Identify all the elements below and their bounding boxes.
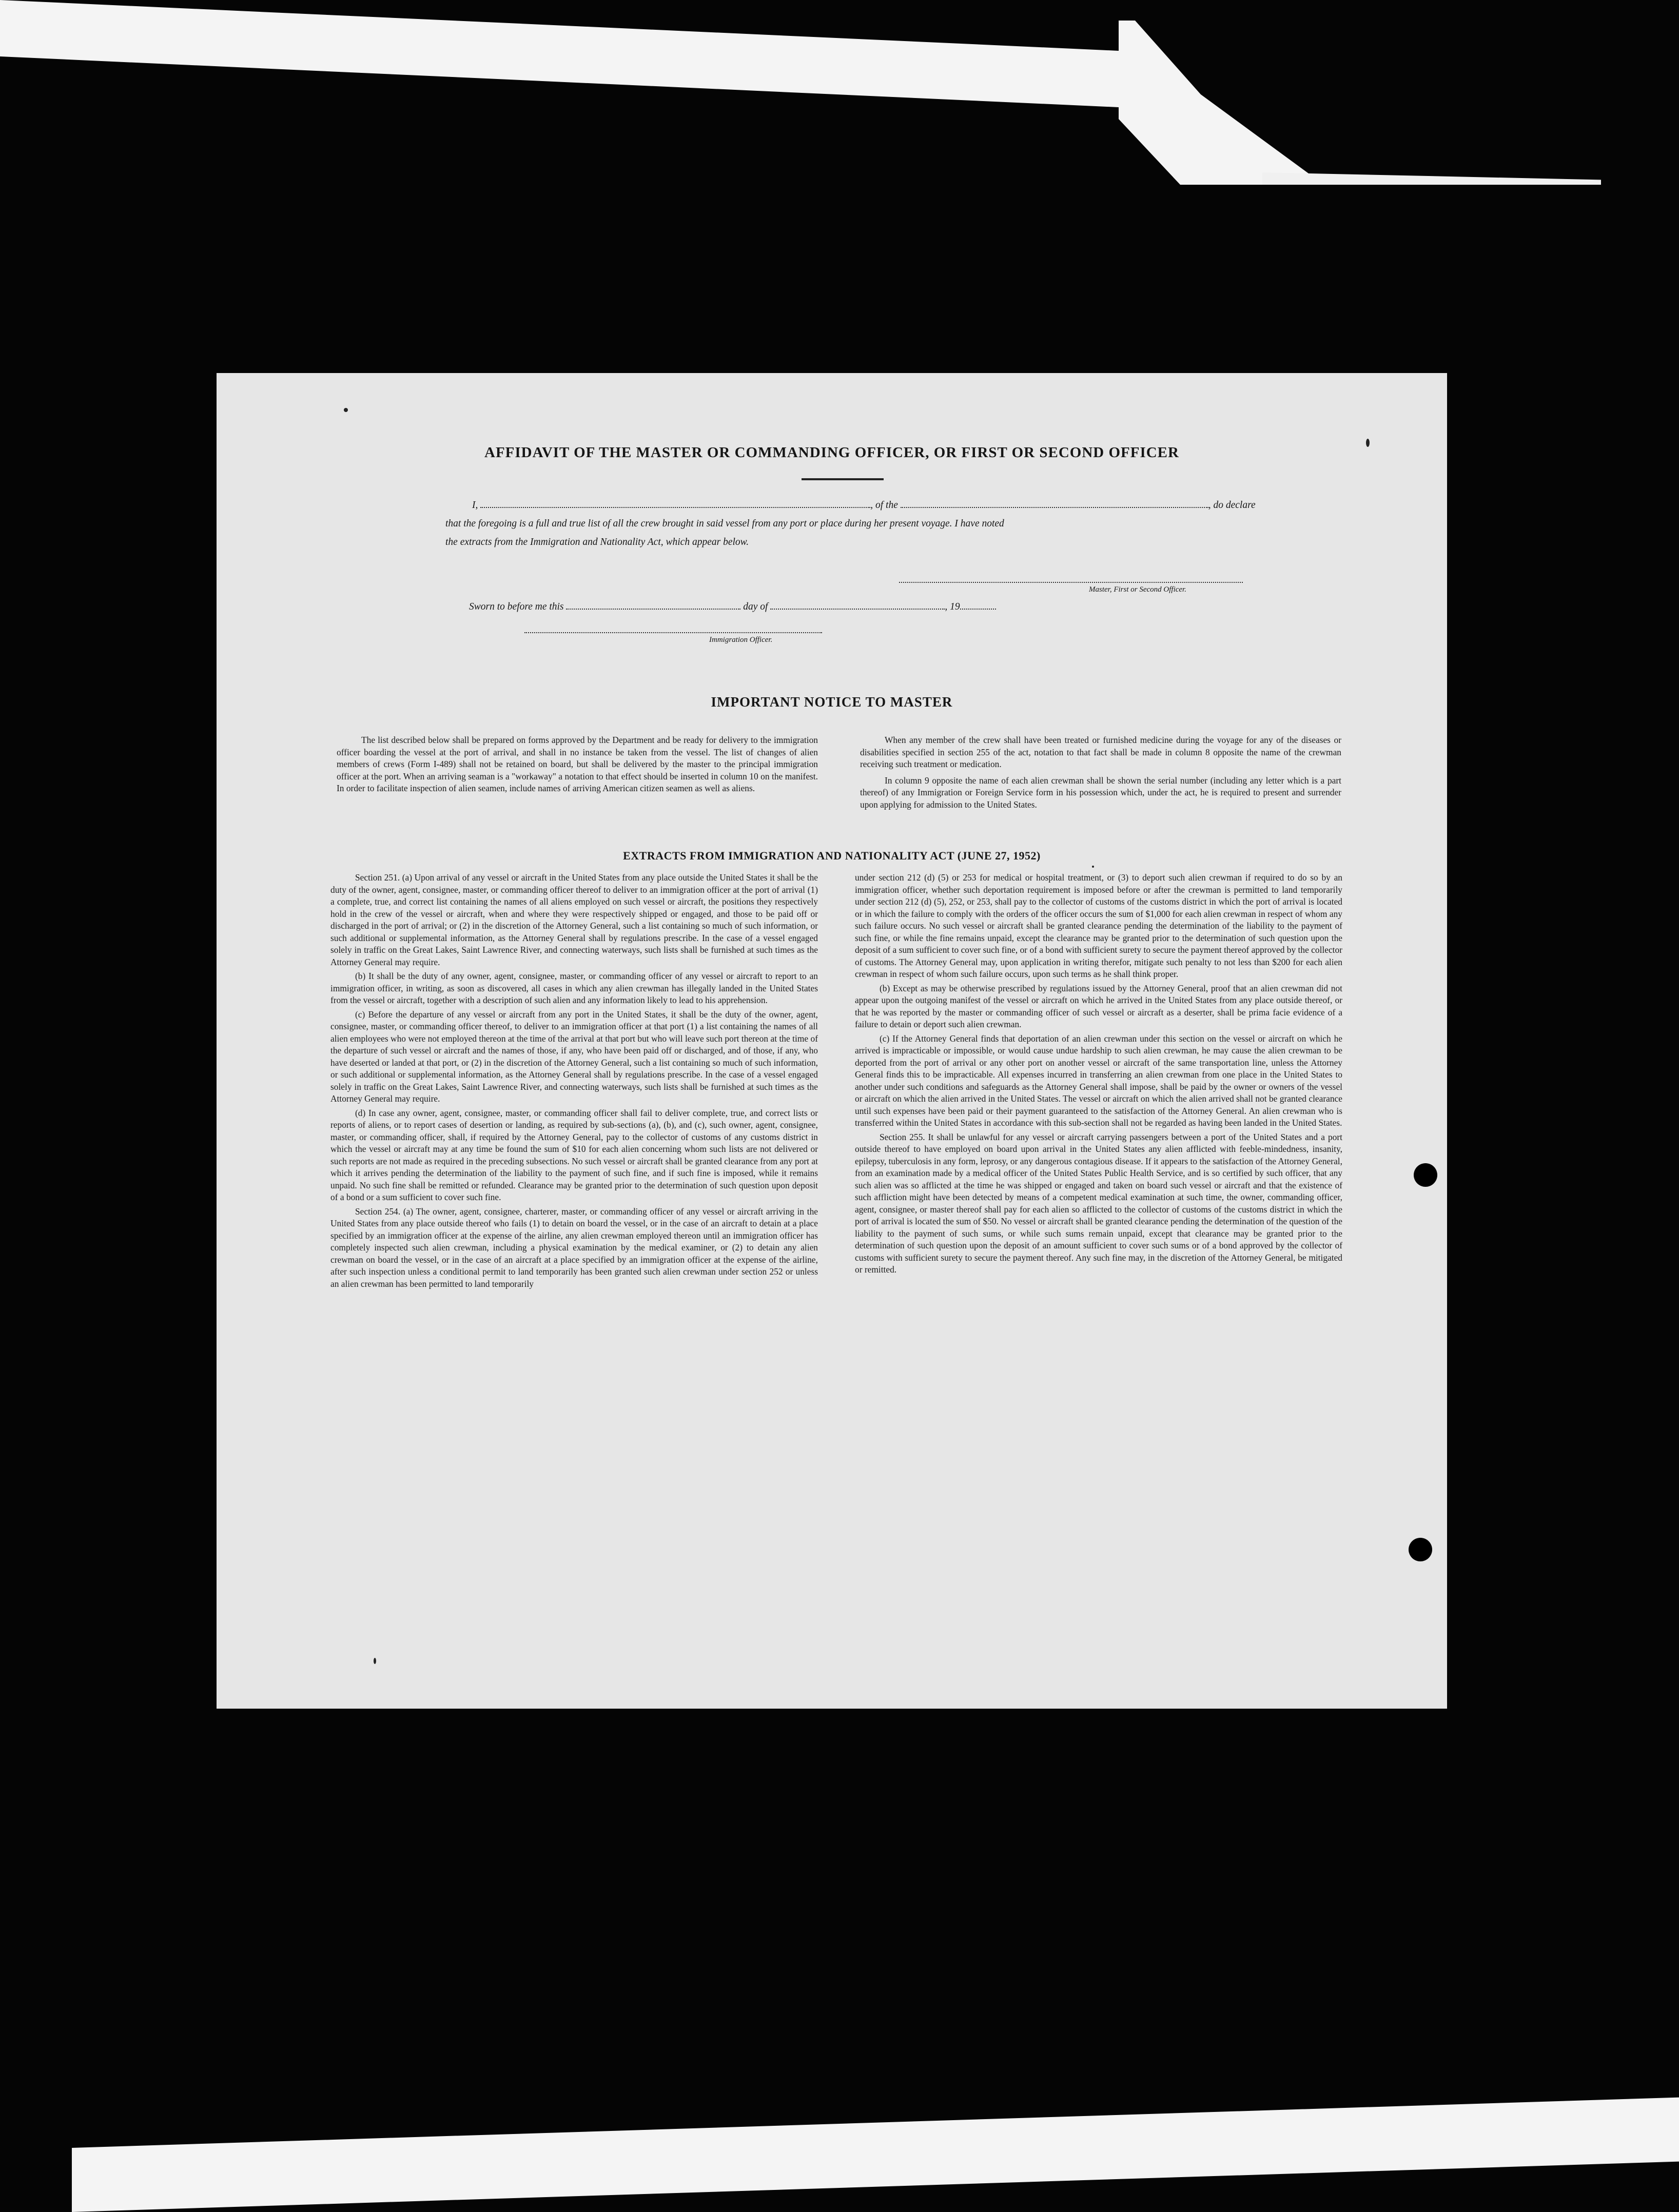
officer-signature-line <box>524 632 822 633</box>
master-signature-line <box>899 582 1243 583</box>
day-of-text: day of <box>743 601 768 612</box>
affidavit-declare: , do declare <box>1208 500 1256 511</box>
officer-caption: Immigration Officer. <box>709 636 773 644</box>
scan-speck <box>374 1658 376 1664</box>
film-strip-top <box>0 0 1124 107</box>
vessel-blank <box>901 498 1208 508</box>
affidavit-of-the: , of the <box>870 500 898 511</box>
punch-hole <box>1414 1163 1437 1187</box>
sworn-month-blank <box>770 599 945 610</box>
film-strip-bottom <box>72 2098 1679 2212</box>
section-251c: (c) Before the departure of any vessel or aircraft from any port in the United States, it shall be the duty of the owner, agent, consignee, master, or commanding officer thereof, to deliver to an immigration officer at that port (1) a list containing the names of all alien employees who were not employed thereon at the time of the arrival at that port but who will leave such port thereon at the time of the departure of such vessel or aircraft and the names of those, if any, who have been paid off or discharged, and of those, if any, who have deserted or landed at that port, or (2) in the discretion of the Attorney General, such a list containing so much of such information, or such additional or supplemental information, as the Attorney General shall by regulations prescribe. In the case of a vessel engaged solely in traffic on the Great Lakes, Saint Lawrence River, and connecting waterways, such lists shall be furnished at such times as the Attorney General may require. <box>330 1009 818 1104</box>
section-255: Section 255. It shall be unlawful for any vessel or aircraft carrying passengers between a port of the United States and a port outside thereof to have employed on board upon arrival in the United States any alien afflicted with feeble-mindedness, insanity, epilepsy, tuberculosis in any form, leprosy, or any dangerous contagious disease. If it appears to the satisfaction of the Attorney General, from an examination made by a medical officer of the United States Public Health Service, and is so certified by such officer, that any such alien was so afflicted at the time he was shipped or engaged and taken on board such vessel or aircraft and that the existence of such affliction might have been detected by means of a competent medical examination at such time, the owner, commanding officer, agent, consignee, or master thereof shall pay for each alien so afflicted to the collector of customs of the customs district in which the port of arrival is located the sum of $50. No vessel or aircraft shall be granted clearance pending the determination of the question of the liability to the payment of such sums, or while such sums remain unpaid, except that clearance may be granted prior to the determination of such question upon the deposit of an amount sufficient to cover such sums or of a bond approved by the collector of customs with sufficient surety to secure the payment thereof. Any such fine may, in the discretion of the Attorney General, be mitigated or remitted. <box>855 1131 1342 1275</box>
notice-title: IMPORTANT NOTICE TO MASTER <box>711 694 953 710</box>
sworn-day-blank <box>566 599 740 610</box>
extracts-right-column <box>855 872 1342 1278</box>
section-251b: (b) It shall be the duty of any owner, agent, consignee, master, or commanding officer of any vessel or aircraft to report to an immigration officer, in writing, as soon as discovered, all cases in which any alien crewman has illegally landed in the United States from the vessel or aircraft, together with a description of such alien and any information likely to lead to his apprehension. <box>330 971 818 1005</box>
notice-right-paragraph-2: In column 9 opposite the name of each alien crewman shall be shown the serial number (including any letter which is a part thereof) of any Immigration or Foreign Service form in his possession which, under the act, he is required to present and surrender upon applying for admission to the United States. <box>860 775 1341 810</box>
scan-speck <box>1092 866 1094 868</box>
affidavit-line-1 <box>472 496 1256 515</box>
title-rule <box>802 478 884 480</box>
document-page <box>217 373 1447 1709</box>
name-blank <box>480 498 870 508</box>
scan-speck <box>1366 439 1370 447</box>
section-254a-continued: under section 212 (d) (5) or 253 for medical or hospital treatment, or (3) to deport such alien crewman if required to do so by an immigration officer, whether such deportation requirement is imposed before or after the crewman is permitted to land temporarily under section 212 (d) (5), 252, or 253, shall pay to the collector of customs of the customs district in which the port of arrival is located or in which the failure to comply with the orders of the officer occurs the sum of $1,000 for each alien crewman in respect of whom any such failure occurs. No such vessel or aircraft shall be granted clearance pending the determination of the liability to the payment of such fine, or while the fine remains unpaid, except the clearance may be granted prior to the determination of such question upon the deposit of a sum sufficient to cover such fine, or of a bond with sufficient surety to secure the payment thereof approved by the collector of customs. The Attorney General may, upon application in writing therefor, mitigate such penalty to not less than $200 for each alien crewman in respect of whom such failure occurs, upon such terms as he shall think proper. <box>855 872 1342 979</box>
section-254c: (c) If the Attorney General finds that deportation of an alien crewman under this section on the vessel or aircraft on which he arrived is impracticable or impossible, or would cause undue hardship to such alien crewman, he may cause the alien crewman to be deported from the port of arrival or any other port on another vessel or aircraft of the same transportation line, unless the Attorney General finds this to be impracticable. All expenses incurred in transferring an alien crewman from one place in the United States to another under such conditions and safeguards as the Attorney General shall impose, shall be paid by the owner or owners of the vessel or aircraft on which the alien arrived in the United States. The vessel or aircraft on which the alien arrived shall not be granted clearance until such expenses have been paid or their payment guaranteed to the satisfaction of the Attorney General. An alien crewman who is transferred within the United States in accordance with this sub-section shall not be regarded as having been landed in the United States. <box>855 1033 1342 1128</box>
sworn-text: Sworn to before me this <box>469 601 564 612</box>
scan-speck <box>344 408 348 412</box>
sworn-line <box>469 598 996 616</box>
year-text: , 19 <box>945 601 960 612</box>
affidavit-line-3: the extracts from the Immigration and Nationality Act, which appear below. <box>445 537 749 547</box>
notice-left-column <box>337 734 818 797</box>
film-strip-top-curl <box>1119 21 1324 185</box>
master-caption: Master, First or Second Officer. <box>1089 585 1186 594</box>
section-254b: (b) Except as may be otherwise prescribed by regulations issued by the Attorney General, proof that an alien crewman did not appear upon the outgoing manifest of the vessel or aircraft on which he arrived in the United States from any place outside thereof, or that he was reported by the master or commanding officer of such vessel or aircraft as a deserter, shall be prima facie evidence of a failure to detain or deport such alien crewman. <box>855 983 1342 1029</box>
section-251a: Section 251. (a) Upon arrival of any vessel or aircraft in the United States from any place outside the United States it shall be the duty of the owner, agent, consignee, master, or commanding officer thereof to deliver to an immigration officer at the port of arrival (1) a complete, true, and correct list containing the names of all aliens employed on such vessel or aircraft, the positions they respectively hold in the crew of the vessel or aircraft, when and where they were respectively shipped or engaged, and those to be paid off or discharged in the port of arrival; or (2) in the discretion of the Attorney General, such a list containing so much of such information, or such additional or supplemental information, as the Attorney General shall by regulations prescribe. In the case of a vessel engaged solely in traffic on the Great Lakes, Saint Lawrence River, and connecting waterways, such lists shall be furnished at such times as the Attorney General may require. <box>330 872 818 967</box>
affidavit-line-2: that the foregoing is a full and true list of all the crew brought in said vessel from any port or place during her present voyage. I have noted <box>445 518 1004 529</box>
affidavit-title: AFFIDAVIT OF THE MASTER OR COMMANDING OFFICER, OR FIRST OR SECOND OFFICER <box>484 444 1179 461</box>
extracts-left-column <box>330 872 818 1292</box>
notice-left-paragraph: The list described below shall be prepared on forms approved by the Department and be ready for delivery to the immigration officer boarding the vessel at the port of arrival, and shall in no instance be taken from the vessel. The list of changes of alien members of crews (Form I-489) shall not be retained on board, but shall be delivered by the master to the principal immigration officer at the port. When an arriving seaman is a "workaway" a notation to that effect should be inserted in column 10 on the manifest. In order to facilitate inspection of alien seamen, include names of arriving American citizen seamen as well as aliens. <box>337 735 818 793</box>
notice-right-column <box>860 734 1341 813</box>
section-251d: (d) In case any owner, agent, consignee, master, or commanding officer shall fail to deliver complete, true, and correct lists or reports of aliens, or to report cases of desertion or landing, as required by sub-sections (a), (b), and (c), such owner, agent, consignee, master, or commanding officer, shall, if required by the Attorney General, pay to the collector of customs of any customs district in which the vessel or aircraft may at any time be found the sum of $10 for each alien concerning whom such lists are not delivered or such reports are not made as required in the preceding subsections. No such vessel or aircraft shall be granted clearance from any port at which it arrives pending the determination of the liability to the payment of such fine, and if such fine is imposed, while it remains unpaid. No such fine shall be remitted or refunded. Clearance may be granted prior to the determination of such question upon deposit of a bond or a sum sufficient to cover such fine. <box>330 1107 818 1202</box>
affidavit-i: I, <box>472 500 478 511</box>
punch-hole <box>1409 1538 1432 1561</box>
film-strip-top-tail <box>1262 172 1601 185</box>
notice-right-paragraph-1: When any member of the crew shall have been treated or furnished medicine during the voyage for any of the diseases or disabilities specified in section 255 of the act, notation to that fact shall be made in column 8 opposite the name of the crewman receiving such treatment or medication. <box>860 735 1341 769</box>
sworn-year-blank <box>960 599 996 610</box>
section-254a: Section 254. (a) The owner, agent, consignee, charterer, master, or commanding officer of any vessel or aircraft arriving in the United States from any place outside thereof who fails (1) to detain on board the vessel, or in the case of an aircraft to detain at a place specified by an immigration officer at the expense of the airline, any alien crewman employed thereon until an immigration officer has completely inspected such alien crewman, including a physical examination by the medical examiner, or (2) to detain any alien crewman on board the vessel, or in the case of an aircraft at a place specified by an immigration officer at the expense of the airline, after such inspection unless a conditional permit to land temporarily has been granted such alien crewman under section 252 or unless an alien crewman has been permitted to land temporarily <box>330 1206 818 1289</box>
extracts-title: EXTRACTS FROM IMMIGRATION AND NATIONALITY ACT (JUNE 27, 1952) <box>623 849 1041 862</box>
